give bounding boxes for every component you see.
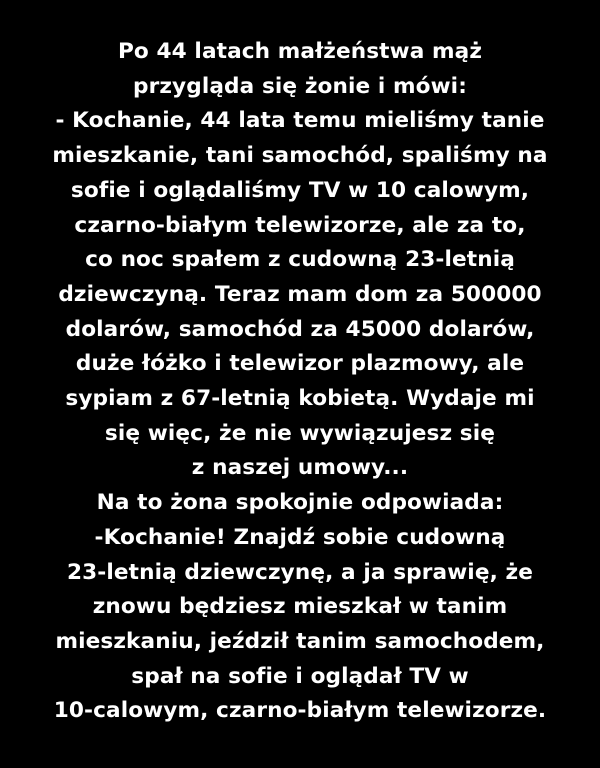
- joke-line: sypiam z 67-letnią kobietą. Wydaje mi: [65, 386, 535, 412]
- joke-line: 10-calowym, czarno-białym telewizorze.: [53, 698, 547, 724]
- joke-line: Po 44 latach małżeństwa mąż: [117, 39, 483, 64]
- joke-line: dolarów, samochód za 45000 dolarów,: [65, 316, 535, 342]
- joke-line: znowu będziesz mieszkał w tanim: [92, 594, 508, 620]
- joke-line: -Kochanie! Znajdź sobie cudowną: [94, 524, 506, 550]
- joke-line: mieszkanie, tani samochód, spaliśmy na: [52, 143, 548, 169]
- joke-line: mieszkaniu, jeździł tanim samochodem,: [55, 628, 545, 654]
- joke-line: przygląda się żonie i mówi:: [133, 73, 467, 99]
- joke-line: 23-letnią dziewczynę, a ja sprawię, że: [67, 559, 533, 585]
- joke-line: się więc, że nie wywiązujesz się: [104, 420, 496, 446]
- joke-line: co noc spałem z cudowną 23-letnią: [85, 247, 515, 273]
- joke-line: spał na sofie i oglądał TV w: [131, 663, 469, 689]
- joke-line: z naszej umowy...: [191, 455, 409, 481]
- joke-line: duże łóżko i telewizor plazmowy, ale: [75, 351, 525, 377]
- joke-line: - Kochanie, 44 lata temu mieliśmy tanie: [55, 108, 545, 134]
- joke-line: dziewczyną. Teraz mam dom za 500000: [58, 281, 542, 307]
- joke-text-block: [0, 35, 600, 729]
- joke-line: sofie i oglądaliśmy TV w 10 calowym,: [70, 177, 530, 203]
- joke-line: Na to żona spokojnie odpowiada:: [96, 490, 504, 516]
- joke-line: czarno-białym telewizorze, ale za to,: [74, 212, 526, 238]
